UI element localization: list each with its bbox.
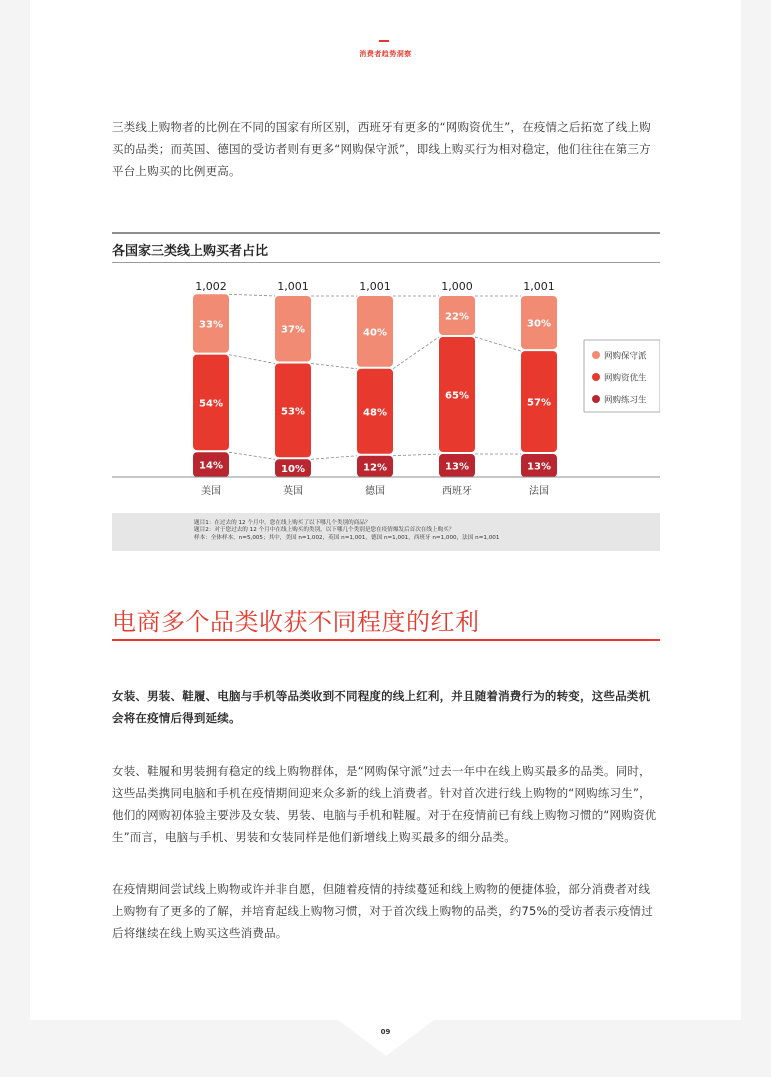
legend-marker-2 xyxy=(592,395,600,403)
category-label-2: 德国 xyxy=(365,486,385,497)
total-label-3: 1,000 xyxy=(441,280,473,293)
connector-1-0 xyxy=(229,355,275,364)
connector-0-0 xyxy=(229,452,275,459)
category-label-4: 法国 xyxy=(529,486,549,497)
data-label-0-2: 33% xyxy=(199,319,223,331)
section-lead-paragraph: 女装、男装、鞋履、电脑与手机等品类收到不同程度的线上红利，并且随着消费行为的转变，这些品类机会将在疫情后得到延续。 xyxy=(112,689,651,725)
chart-notes xyxy=(112,513,660,551)
legend-marker-1 xyxy=(592,373,600,381)
connector-1-1 xyxy=(311,363,357,368)
data-label-0-0: 14% xyxy=(199,460,223,472)
data-label-4-2: 30% xyxy=(527,318,551,330)
header-accent-mark xyxy=(379,40,389,42)
intro-paragraph: 三类线上购物者的比例在不同的国家有所区别，西班牙有更多的“网购资优生”，在疫情之后拓宽了线上购买的品类；而英国、德国的受访者则有更多“网购保守派”，即线上购买行为相对稳定，他们往往在第三方平台上购买的比例更高。 xyxy=(112,120,651,178)
total-label-1: 1,001 xyxy=(277,280,309,293)
data-label-3-0: 13% xyxy=(445,461,469,473)
legend-label-2: 网购练习生 xyxy=(604,395,647,406)
data-label-1-1: 53% xyxy=(281,406,305,418)
section-title: 电商多个品类收获不同程度的红利 xyxy=(112,608,480,636)
category-label-3: 西班牙 xyxy=(442,486,472,497)
data-label-1-0: 10% xyxy=(281,464,305,476)
connector-2-0 xyxy=(229,294,275,296)
stacked-bar-chart xyxy=(112,268,660,508)
data-label-2-0: 12% xyxy=(363,462,387,474)
total-label-0: 1,002 xyxy=(195,280,227,293)
connector-0-1 xyxy=(311,456,357,460)
section-paragraph-2: 女装、鞋履和男装拥有稳定的线上购物群体，是“网购保守派”过去一年中在线上购买最多的品类。同时，这些品类携同电脑和手机在疫情期间迎来众多新的线上消费者。针对首次进行线上购物的“网购练习生”，他们的网购初体验主要涉及女装、男装、电脑与手机和鞋履。对于在疫情前已有线上购物习惯的“网购资优生”而言，电脑与手机、男装和女装同样是他们新增线上购买最多的细分品类。 xyxy=(112,764,657,844)
data-label-0-1: 54% xyxy=(199,398,223,410)
chart-note-sample: 样本：全体样本，n=5,005；其中，美国 n=1,002，英国 n=1,001，德国 n=1,001，西班牙 n=1,000，法国 n=1,001 xyxy=(194,534,500,541)
legend-label-1: 网购资优生 xyxy=(604,373,647,384)
category-label-0: 美国 xyxy=(201,486,221,497)
connector-1-3 xyxy=(475,337,521,351)
total-label-4: 1,001 xyxy=(523,280,555,293)
data-label-4-0: 13% xyxy=(527,461,551,473)
section-title-rule xyxy=(112,639,660,641)
chart-title-rule xyxy=(112,262,660,263)
legend-label-0: 网购保守派 xyxy=(604,351,647,362)
chart-top-rule xyxy=(112,232,660,234)
header-title: 消费者趋势洞察 xyxy=(359,50,412,58)
connector-1-2 xyxy=(393,337,439,369)
legend-marker-0 xyxy=(592,351,600,359)
data-label-2-2: 40% xyxy=(363,327,387,339)
chart-note-q1: 题目1：在过去的 12 个月中，您在线上购买了以下哪几个类别的商品？ xyxy=(194,520,371,526)
page-number: 09 xyxy=(380,1028,391,1036)
data-label-4-1: 57% xyxy=(527,397,551,409)
data-label-3-2: 22% xyxy=(445,311,469,323)
chart-title: 各国家三类线上购买者占比 xyxy=(112,244,269,259)
data-label-2-1: 48% xyxy=(363,407,387,419)
chart-note-q2: 题目2：对于您过去的 12 个月中在线上购买的类别，以下哪几个类别是您在疫情爆发后首次在线上购买？ xyxy=(194,527,455,534)
footer-tab xyxy=(338,1020,434,1056)
data-label-1-2: 37% xyxy=(281,324,305,336)
section-paragraph-3: 在疫情期间尝试线上购物或许并非自愿，但随着疫情的持续蔓延和线上购物的便捷体验，部分消费者对线上购物有了更多的了解，并培育起线上购物习惯，对于首次线上购物的品类，约75%的受访者表示疫情过后将继续在线上购买这些消费品。 xyxy=(112,882,653,940)
data-label-3-1: 65% xyxy=(445,390,469,402)
total-label-2: 1,001 xyxy=(359,280,391,293)
connector-0-2 xyxy=(393,454,439,456)
category-label-1: 英国 xyxy=(283,486,303,497)
